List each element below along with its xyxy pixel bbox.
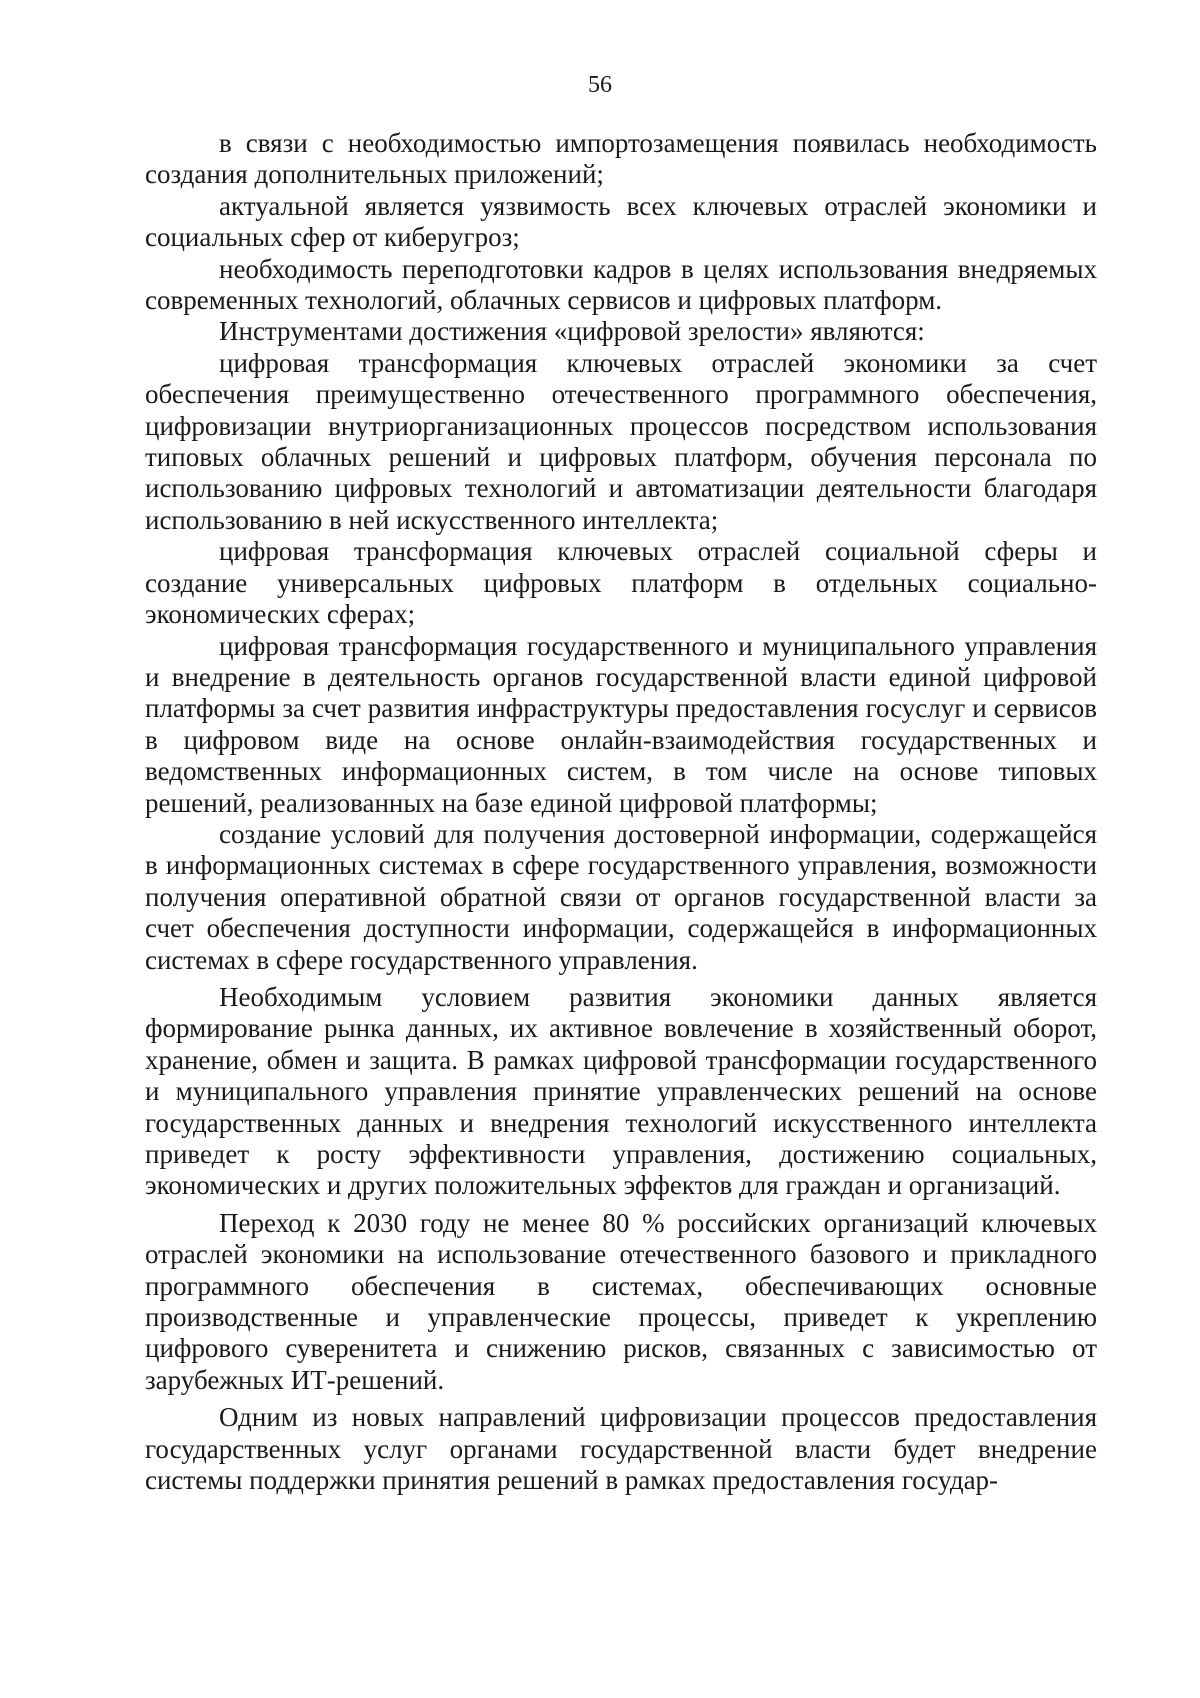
paragraph: цифровая трансформация ключевых отраслей экономики за счет обеспечения преимущественно отечественного программного обеспечения, цифровизации внутриорганизационных процессов посредством использования типовых облачных решений и цифровых платформ, обучения персонала по использованию цифровых технологий и автоматизации деятельности благодаря использованию в ней искусственного интеллекта; — [145, 347, 1097, 535]
paragraph: Переход к 2030 году не менее 80 % российских организаций ключевых отраслей экономики на использование отечественного базового и прикладного программного обеспечения в системах, обеспечивающих основные производственные и управленческие процессы, приведет к укреплению цифрового суверенитета и снижению рисков, связанных с зависимостью от зарубежных ИТ-решений. — [145, 1207, 1097, 1395]
paragraph: необходимость переподготовки кадров в целях использования внедряемых современных технологий, облачных сервисов и цифровых платформ. — [145, 253, 1097, 316]
body-text — [145, 128, 1097, 1496]
paragraph: цифровая трансформация государственного и муниципального управления и внедрение в деятельность органов государственной власти единой цифровой платформы за счет развития инфраструктуры предоставления госуслуг и сервисов в цифровом виде на основе онлайн-взаимодействия государственных и ведомственных информационных систем, в том числе на основе типовых решений, реализованных на базе единой цифровой платформы; — [145, 630, 1097, 818]
paragraph: создание условий для получения достоверной информации, содержащейся в информационных системах в сфере государственного управления, возможности получения оперативной обратной связи от органов государственной власти за счет обеспечения доступности информации, содержащейся в информационных системах в сфере государственного управления. — [145, 818, 1097, 975]
paragraph: Одним из новых направлений цифровизации процессов предоставления государственных услуг органами государственной власти будет внедрение системы поддержки принятия решений в рамках предоставления государ- — [145, 1402, 1097, 1496]
paragraph: в связи с необходимостью импортозамещения появилась необходимость создания дополнительных приложений; — [145, 128, 1097, 190]
paragraph: актуальной является уязвимость всех ключевых отраслей экономики и социальных сфер от киберугроз; — [145, 190, 1097, 253]
paragraph: Инструментами достижения «цифровой зрелости» являются: — [219, 316, 925, 347]
paragraph: Необходимым условием развития экономики данных является формирование рынка данных, их активное вовлечение в хозяйственный оборот, хранение, обмен и защита. В рамках цифровой трансформации государственного и муниципального управления принятие управленческих решений на основе государственных данных и внедрения технологий искусственного интеллекта приведет к росту эффективности управления, достижению социальных, экономических и других положительных эффектов для граждан и организаций. — [145, 981, 1097, 1201]
page-number: 56 — [588, 72, 612, 98]
paragraph: цифровая трансформация ключевых отраслей социальной сферы и создание универсальных цифровых платформ в отдельных социально-экономических сферах; — [145, 536, 1097, 630]
